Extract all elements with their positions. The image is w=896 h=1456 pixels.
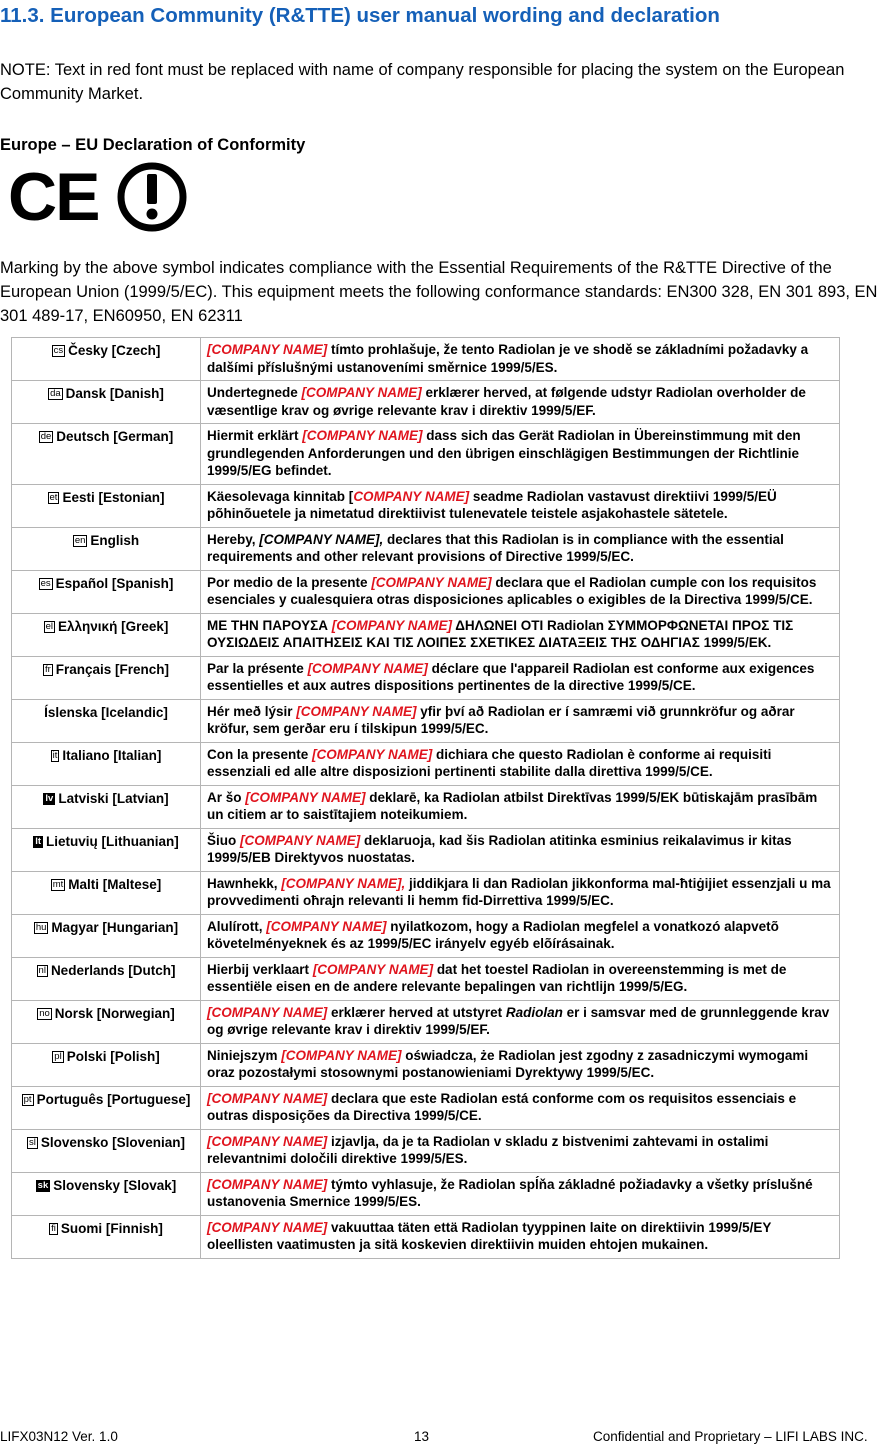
declaration-row <box>12 1129 840 1172</box>
language-code-icon: mt <box>52 878 64 890</box>
declaration-text-segment: Por medio de la presente <box>207 574 372 590</box>
language-name: Português [Portuguese] <box>36 1091 191 1107</box>
language-code-icon: lv <box>45 792 54 804</box>
declaration-text-segment: týmto vyhlasuje, že Radiolan spĺňa základné požiadavky a všetky príslušné ustanovenia Smernice 1999/5/ES. <box>207 1176 813 1209</box>
language-name: Malti [Maltese] <box>68 876 162 892</box>
declaration-text-segment: Ar šo <box>207 789 246 805</box>
declaration-text-segment: Hereby, <box>207 531 260 547</box>
declaration-text <box>201 957 840 1000</box>
declaration-text-segment: Käesolevaga kinnitab [ <box>207 488 354 504</box>
declaration-text-segment: Niniejszym <box>207 1047 282 1063</box>
company-name-placeholder: [COMPANY NAME] <box>207 1176 328 1192</box>
declaration-row <box>12 613 840 656</box>
company-name-placeholder: [COMPANY NAME] <box>302 428 423 443</box>
declaration-text-segment: déclare que l'appareil Radiolan est conforme aux exigences essentielles et aux autres dispositions pertinentes de la directive 1999/5/CE. <box>207 660 815 693</box>
declaration-text-segment: seadme Radiolan vastavust direktiivi 1999/5/EÜ põhinõuetele ja nimetatud direktiivist tulenevatele teistele asjakohastele sätetele. <box>207 488 777 521</box>
declaration-text <box>201 527 840 570</box>
declaration-text-segment: dass sich das Gerät Radiolan in Übereinstimmung mit den grundlegenden Anforderungen und den übrigen einschlägigen Bestimmungen der Richtlinie 1999/5/EG befindet. <box>207 428 801 478</box>
declaration-row <box>12 1086 840 1129</box>
language-name: Magyar [Hungarian] <box>51 919 179 935</box>
declaration-text <box>201 914 840 957</box>
declaration-text <box>201 1086 840 1129</box>
declaration-row <box>12 742 840 785</box>
company-name-placeholder: [COMPANY NAME] <box>331 617 452 633</box>
language-name: Italiano [Italian] <box>62 747 162 763</box>
company-name-placeholder: [COMPANY NAME] <box>207 1004 328 1020</box>
declaration-text-segment: Hierbij verklaart <box>207 961 313 977</box>
declaration-row <box>12 785 840 828</box>
language-cell <box>12 828 201 871</box>
declaration-text <box>201 424 840 485</box>
declaration-text-segment: Hiermit erklärt <box>207 428 303 443</box>
declaration-text-segment: tímto prohlašuje, že tento Radiolan je ve shodě se základními požadavky a dalšími příslušnými ustanoveními směrnice 1999/5/ES. <box>207 342 809 375</box>
language-cell <box>12 957 201 1000</box>
declaration-text-segment: er i samsvar med de grunnleggende krav og øvrige relevante krav i direktiv 1999/5/EF. <box>207 1004 830 1037</box>
declaration-text-segment: jiddikjara li dan Radiolan jikkonforma mal-ħtiġijiet essenzjali u ma provvedimenti oħrajn relevanti li hemm fid-Dirrettiva 1999/5/EC. <box>207 875 831 908</box>
declaration-text-segment: Par la présente <box>207 660 308 676</box>
language-code-icon: da <box>50 388 61 399</box>
declaration-text-segment: declara que este Radiolan está conforme com os requisitos essenciais e outras disposições da Directiva 1999/5/CE. <box>207 1090 797 1123</box>
company-name-placeholder: [COMPANY NAME] <box>307 660 428 676</box>
language-name: Slovensko [Slovenian] <box>40 1134 185 1150</box>
company-name-placeholder: [COMPANY NAME] <box>296 703 417 719</box>
declaration-row <box>12 871 840 914</box>
footer-page-number: 13 <box>414 1429 430 1444</box>
declaration-text <box>201 1043 840 1086</box>
declaration-text-segment: nyilatkozom, hogy a Radiolan megfelel a vonatkozó alapvetõ követelményeknek és az 1999/5/EC irányelv egyéb elõírásainak. <box>207 918 779 951</box>
declaration-text <box>201 338 840 381</box>
language-name: Suomi [Finnish] <box>60 1220 163 1236</box>
footer-doc-id: LIFX03N12 Ver. 1.0 <box>0 1429 118 1444</box>
declaration-row <box>12 527 840 570</box>
declaration-text <box>201 613 840 656</box>
declaration-text-segment: deklarē, ka Radiolan atbilst Direktīvas 1999/5/EK būtiskajām prasībām un citiem ar to saistītajiem noteikumiem. <box>207 789 818 822</box>
language-code-icon: no <box>39 1007 50 1019</box>
language-code-icon: sl <box>29 1136 36 1148</box>
declaration-row <box>12 828 840 871</box>
language-code-icon: et <box>49 491 58 503</box>
company-name-placeholder: [COMPANY NAME] <box>207 1133 328 1149</box>
language-code-icon: pl <box>54 1050 62 1062</box>
language-name: Íslenska [Icelandic] <box>44 704 168 720</box>
language-name: Norsk [Norwegian] <box>54 1005 175 1021</box>
declaration-text-segment: erklærer herved, at følgende udstyr Radiolan overholder de væsentlige krav og øvrige relevante krav i direktiv 1999/5/EF. <box>207 385 806 418</box>
declaration-text <box>201 1129 840 1172</box>
declaration-table <box>11 337 840 1259</box>
declaration-row <box>12 1172 840 1215</box>
language-code-icon: pt <box>23 1093 32 1105</box>
declaration-text <box>201 742 840 785</box>
company-name-placeholder: [COMPANY NAME] <box>266 918 387 934</box>
declaration-text <box>201 570 840 613</box>
declaration-row <box>12 1043 840 1086</box>
declaration-text-segment: Hér með lýsir <box>207 703 297 719</box>
declaration-text-segment: izjavlja, da je ta Radiolan v skladu z bistvenimi zahtevami in ostalimi relevantnimi določili direktive 1999/5/ES. <box>207 1133 769 1166</box>
declaration-text-segment: Radiolan <box>505 1004 563 1020</box>
language-cell <box>12 914 201 957</box>
language-code-icon: cs <box>53 345 64 356</box>
declaration-text <box>201 785 840 828</box>
declaration-text-segment: declara que el Radiolan cumple con los requisitos esenciales y cualesquiera otras disposiciones aplicables o exigibles de la Directiva 1999/5/CE. <box>207 574 817 607</box>
language-cell <box>12 613 201 656</box>
language-cell <box>12 484 201 527</box>
declaration-text-segment: oświadcza, że Radiolan jest zgodny z zasadniczymi wymogami oraz pozostałymi stosownymi postanowieniami Dyrektywy 1999/5/EC. <box>207 1047 809 1080</box>
language-name: English <box>90 532 140 548</box>
language-name: Deutsch [German] <box>56 429 174 444</box>
note-text: NOTE: Text in red font must be replaced with name of company responsible for placing the system on the European Community Market. <box>0 61 845 103</box>
ce-mark-icon: CE <box>8 162 99 232</box>
language-name: Español [Spanish] <box>55 575 174 591</box>
language-cell <box>12 1086 201 1129</box>
language-cell <box>12 1129 201 1172</box>
language-code-icon: hu <box>35 921 47 933</box>
declaration-text <box>201 1172 840 1215</box>
language-name: Français [French] <box>55 661 170 677</box>
compliance-marks <box>8 162 198 234</box>
language-cell <box>12 338 201 381</box>
company-name-placeholder: [COMPANY NAME] <box>245 789 366 805</box>
declaration-text-segment: Alulírott, <box>207 918 267 934</box>
company-name-placeholder: [COMPANY NAME] <box>312 746 433 762</box>
language-name: Eesti [Estonian] <box>62 489 165 505</box>
compliance-paragraph: Marking by the above symbol indicates compliance with the Essential Requirements of the R&TTE Directive of the European Union (1999/5/EC). This equipment meets the following conformance standards: EN300 328, EN 301 893, EN 301 489-17, EN60950, EN 62311 <box>0 259 878 325</box>
language-name: Polski [Polish] <box>66 1048 160 1064</box>
declaration-row <box>12 914 840 957</box>
company-name-placeholder: [COMPANY NAME] <box>281 1047 402 1063</box>
language-code-icon: nl <box>38 964 46 976</box>
language-name: Česky [Czech] <box>68 343 161 358</box>
declaration-text <box>201 656 840 699</box>
language-cell <box>12 742 201 785</box>
declaration-text-segment: Undertegnede <box>207 385 302 400</box>
language-cell <box>12 381 201 424</box>
company-name-placeholder: [COMPANY NAME] <box>207 1090 328 1106</box>
declaration-text-segment: erklærer herved at utstyret <box>327 1004 506 1020</box>
language-cell <box>12 1172 201 1215</box>
language-name: Ελληνική [Greek] <box>58 618 169 634</box>
language-cell <box>12 656 201 699</box>
declaration-text <box>201 699 840 742</box>
language-name: Latviski [Latvian] <box>58 790 169 806</box>
language-code-icon: es <box>40 577 51 589</box>
declaration-text <box>201 1000 840 1043</box>
language-cell <box>12 1000 201 1043</box>
company-name-placeholder: [COMPANY NAME] <box>301 385 422 400</box>
language-code-icon: lt <box>35 835 42 847</box>
declaration-text <box>201 381 840 424</box>
declaration-text-segment: dat het toestel Radiolan in overeenstemming is met de essentiële eisen en de andere relevante bepalingen van richtlijn 1999/5/EG. <box>207 961 787 994</box>
declaration-row <box>12 338 840 381</box>
declaration-row <box>12 381 840 424</box>
declaration-text-segment: [COMPANY NAME], <box>259 531 384 547</box>
language-cell <box>12 699 201 742</box>
declaration-subheading: Europe – EU Declaration of Conformity <box>0 136 306 154</box>
language-cell <box>12 785 201 828</box>
company-name-placeholder: [COMPANY NAME] <box>371 574 492 590</box>
company-name-placeholder: [COMPANY NAME] <box>312 961 434 977</box>
declaration-row <box>12 957 840 1000</box>
declaration-row <box>12 699 840 742</box>
declaration-row <box>12 424 840 485</box>
language-name: Dansk [Danish] <box>65 386 164 401</box>
declaration-text-segment: ΔΗΛΩΝΕΙ ΟΤΙ Radiolan ΣΥΜΜΟΡΦΩΝΕΤΑΙ ΠΡΟΣ ΤΙΣ ΟΥΣΙΩΔΕΙΣ ΑΠΑΙΤΗΣΕΙΣ ΚΑΙ ΤΙΣ ΛΟΙΠΕΣ ΣΧΕΤΙΚΕΣ ΔΙΑΤΑΞΕΙΣ ΤΗΣ ΟΔΗΓΙΑΣ 1999/5/ΕΚ. <box>207 617 794 650</box>
declaration-text <box>201 828 840 871</box>
alert-mark-icon <box>121 166 183 228</box>
section-heading: 11.3. European Community (R&TTE) user manual wording and declaration <box>0 4 720 27</box>
language-code-icon: it <box>52 749 58 761</box>
declaration-row <box>12 1000 840 1043</box>
declaration-text <box>201 484 840 527</box>
declaration-text-segment: deklaruoja, kad šis Radiolan atitinka esminius reikalavimus ir kitas 1999/5/EB Direktyvos nuostatas. <box>207 832 792 865</box>
declaration-row <box>12 1215 840 1258</box>
language-name: Nederlands [Dutch] <box>50 962 176 978</box>
company-name-placeholder: COMPANY NAME] <box>353 488 470 504</box>
company-name-placeholder: [COMPANY NAME], <box>281 875 406 891</box>
declaration-text-segment: yfir því að Radiolan er í samræmi við grunnkröfur og aðrar kröfur, sem gerðar eru í tilskipun 1999/5/EC. <box>207 703 795 736</box>
language-code-icon: fi <box>51 1222 56 1234</box>
language-cell <box>12 1215 201 1258</box>
language-code-icon: el <box>45 620 54 632</box>
declaration-row <box>12 656 840 699</box>
language-code-icon: sk <box>37 1179 49 1191</box>
declaration-row <box>12 570 840 613</box>
declaration-text <box>201 871 840 914</box>
declaration-text-segment: Hawnhekk, <box>207 875 282 891</box>
declaration-text-segment: ΜΕ ΤΗΝ ΠΑΡΟΥΣΑ <box>207 617 332 633</box>
company-name-placeholder: [COMPANY NAME] <box>207 1219 328 1235</box>
language-cell <box>12 424 201 485</box>
declaration-text-segment: dichiara che questo Radiolan è conforme ai requisiti essenziali ed alle altre disposizioni pertinenti stabilite dalla direttiva 1999/5/CE. <box>207 746 772 779</box>
language-code-icon: en <box>74 534 86 546</box>
declaration-table-body <box>12 338 840 1259</box>
language-code-icon: fr <box>44 663 51 675</box>
declaration-row <box>12 484 840 527</box>
language-name: Lietuvių [Lithuanian] <box>46 833 179 849</box>
language-cell <box>12 527 201 570</box>
language-cell <box>12 1043 201 1086</box>
language-cell <box>12 871 201 914</box>
declaration-text-segment: vakuuttaa täten että Radiolan tyyppinen laite on direktiivin 1999/5/EY oleellisten vaatimusten ja sitä koskevien direktiivin muiden ehtojen mukainen. <box>207 1219 772 1252</box>
language-cell <box>12 570 201 613</box>
language-code-icon: de <box>40 431 52 442</box>
company-name-placeholder: [COMPANY NAME] <box>207 342 328 357</box>
footer-confidential: Confidential and Proprietary – LIFI LABS INC. <box>593 1429 868 1444</box>
declaration-text <box>201 1215 840 1258</box>
declaration-text-segment: Con la presente <box>207 746 313 762</box>
company-name-placeholder: [COMPANY NAME] <box>240 832 361 848</box>
declaration-text-segment: Šiuo <box>207 832 240 848</box>
marks-svg <box>8 162 198 232</box>
declaration-text-segment: declares that this Radiolan is in compliance with the essential requirements and other relevant provisions of Directive 1999/5/EC. <box>207 531 784 564</box>
language-name: Slovensky [Slovak] <box>53 1177 177 1193</box>
